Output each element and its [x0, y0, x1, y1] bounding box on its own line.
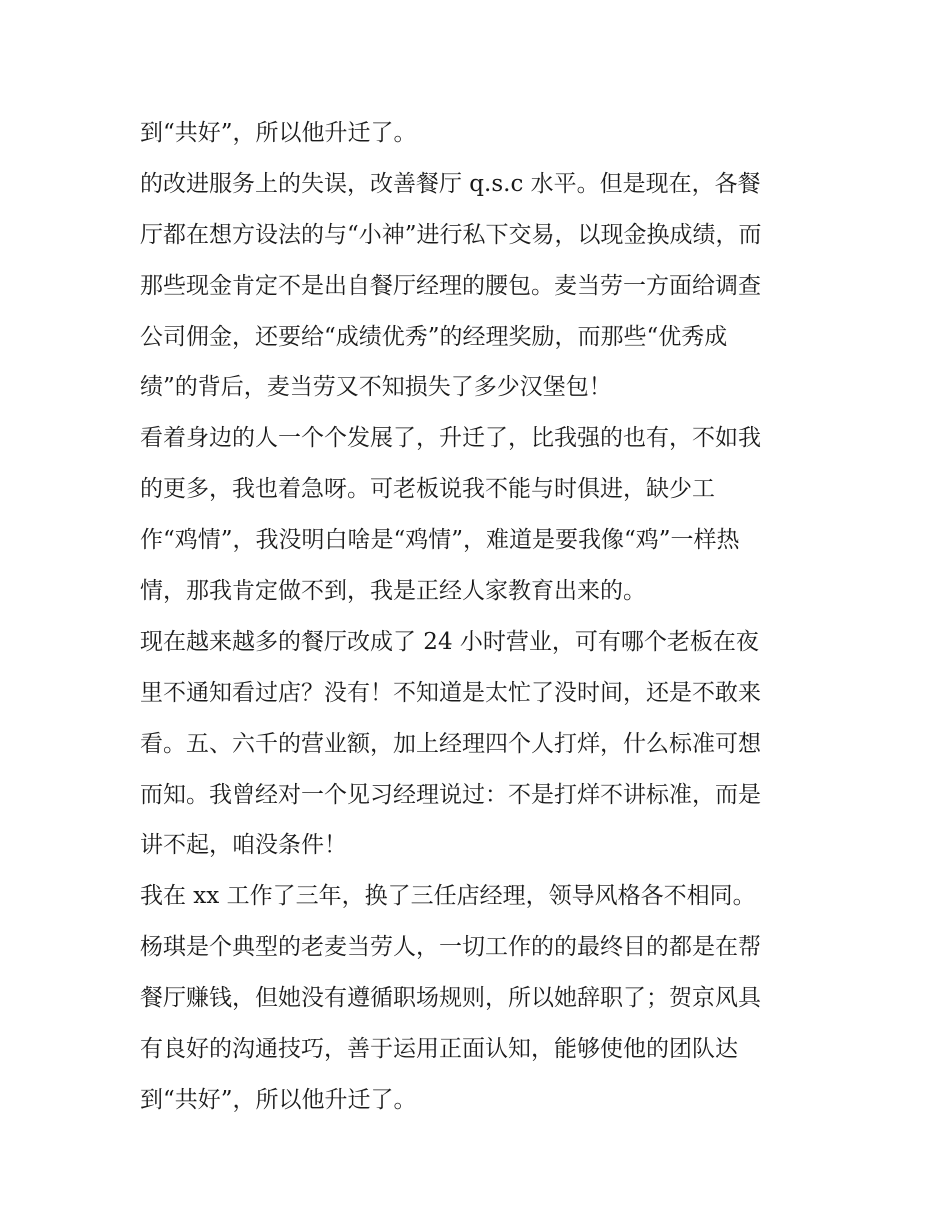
document-body [140, 108, 820, 1126]
text-line: 的更多，我也着急呀。可老板说我不能与时俱进，缺少工 [140, 476, 715, 503]
text-line: 厅都在想方设法的与“小神”进行私下交易，以现金换成绩，而 [140, 221, 762, 248]
text-line: 我在 xx 工作了三年，换了三任店经理，领导风格各不相同。 [140, 883, 756, 910]
text-line: 现在越来越多的餐厅改成了 24 小时营业，可有哪个老板在夜 [140, 628, 759, 655]
text-line: 而知。我曾经对一个见习经理说过：不是打烊不讲标准，而是 [140, 781, 761, 808]
text-line: 讲不起，咱没条件！ [140, 832, 347, 859]
text-line: 那些现金肯定不是出自餐厅经理的腰包。麦当劳一方面给调查 [140, 272, 761, 299]
text-line: 作“鸡情”，我没明白啥是“鸡情”，难道是要我像“鸡”一样热 [140, 527, 740, 554]
text-line: 公司佣金，还要给“成绩优秀”的经理奖励，而那些“优秀成 [140, 323, 728, 350]
text-line: 到“共好”，所以他升迁了。 [140, 120, 417, 146]
text-line: 到“共好”，所以他升迁了。 [140, 1086, 417, 1113]
text-line: 绩”的背后，麦当劳又不知损失了多少汉堡包！ [140, 374, 612, 401]
text-line: 杨琪是个典型的老麦当劳人，一切工作的的最终目的都是在帮 [140, 934, 761, 961]
text-line: 的改进服务上的失误，改善餐厅 q.s.c 水平。但是现在，各餐 [140, 170, 761, 197]
text-line: 看。五、六千的营业额，加上经理四个人打烊，什么标准可想 [140, 730, 761, 757]
text-line: 有良好的沟通技巧，善于运用正面认知，能够使他的团队达 [140, 1036, 738, 1063]
text-line: 餐厅赚钱，但她没有遵循职场规则，所以她辞职了；贺京风具 [140, 985, 761, 1012]
text-line: 里不通知看过店？没有！不知道是太忙了没时间，还是不敢来 [140, 679, 761, 706]
text-line: 情，那我肯定做不到，我是正经人家教育出来的。 [140, 578, 646, 605]
text-line: 看着身边的人一个个发展了，升迁了，比我强的也有，不如我 [140, 425, 761, 452]
